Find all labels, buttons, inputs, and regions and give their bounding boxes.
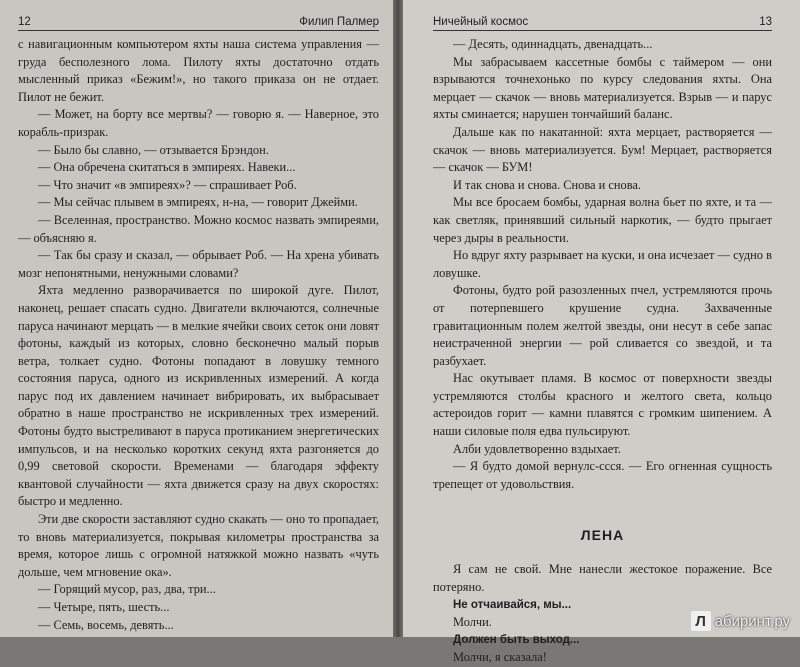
paragraph: — Семь, восемь, девять...: [38, 617, 174, 632]
paragraph: — Четыре, пять, шесть...: [38, 600, 170, 614]
paragraph: — Десять, одиннадцать, двенадцать...: [453, 37, 653, 51]
paragraph: — Горящий мусор, раз, два, три...: [38, 582, 216, 597]
paragraph: — Было бы славно, — отзывается Брэндон.: [38, 142, 269, 157]
running-title-left: Филип Палмер: [299, 16, 379, 28]
labirint-logo-icon: Л: [691, 611, 711, 631]
running-title-right: Ничейный космос: [433, 16, 529, 28]
watermark-text: абиринт.ру: [714, 612, 790, 630]
paragraph: Алби удовлетворенно вздыхает.: [453, 441, 621, 456]
page-number-right: 13: [759, 16, 772, 28]
book-spine: [393, 0, 403, 637]
paragraph: — Мы сейчас плывем в эмпиреях, н-на, — говорит Джейми.: [38, 195, 358, 210]
paragraph: Молчи.: [453, 615, 492, 630]
paragraph: Фотоны, будто рой разозленных пчел, устремляются прочь от потерпевшего крушение судна. Захваченные гравитационным полем желтой звезды, они несут в себе запас неистраченной энергии — рой сливается со звездой, и та разбухает.: [433, 283, 772, 368]
paragraph: — Вселенная, пространство. Можно космос назвать эмпиреями, — объясняю я.: [18, 212, 379, 245]
left-page-text: [18, 36, 379, 634]
paragraph: Мы забрасываем кассетные бомбы с таймером — они взрываются точнехонько по курсу следования яхты. Она мерцает — скачок — вновь материализуется. Взрыв — и парус яхты сминается; нарушен тончайший баланс.: [433, 54, 772, 122]
right-page-text: [433, 36, 772, 493]
chapter-title: ЛЕНА: [580, 527, 625, 544]
paragraph: Мы все бросаем бомбы, ударная волна бьет по яхте, и та — как светляк, принявший сильный наркотик, — будто прыгает через дыры в реальности.: [433, 195, 772, 245]
left-page-header: [18, 16, 379, 31]
paragraph: — Так бы сразу и сказал, — обрывает Роб. — На хрена убивать мозг непонятными, ненужными словами?: [18, 248, 379, 280]
paragraph: — Я будто домой вернулс-ссся. — Его огненная сущность трепещет от удовольствия.: [433, 459, 772, 491]
paragraph: Но вдруг яхту разрывает на куски, и она исчезает — судно в ловушке.: [433, 248, 772, 280]
paragraph: — Она обречена скитаться в эмпиреях. Навеки...: [38, 160, 296, 175]
paragraph: Я сам не свой. Мне нанесли жестокое поражение. Все потеряно.: [433, 562, 772, 595]
paragraph: Яхта медленно разворачивается по широкой дуге. Пилот, наконец, решает спасать судно. Двигатели включаются, солнечные паруса начинают мерцать — в мелкие ячейки своих сеток они ловят фотоны, каждый из которых, словно бесконечно малый порыв ветра, толкает судно. Фотоны попадают в ловушку темного состояния паруса, одного из искривленных измерений. А когда парус под их давлением начинает вибрировать, их выбрасывает обратно в наше пространство не искривленных трех измерений. Фотоны будто выстреливают в паруса протиканием энергетических импульсов, и на несколько коротких секунд яхта разгоняется до 0,99 световой скорости. Временами — благодаря эффекту квантовой случайности — яхта движется сразу на двух скоростях: быстро и медленно.: [18, 283, 379, 509]
labirint-watermark: [691, 611, 790, 631]
paragraph: — Может, на борту все мертвы? — говорю я. — Наверное, это корабль-призрак.: [18, 107, 379, 139]
right-page: [403, 0, 800, 665]
paragraph: Молчи, я сказала!: [453, 650, 547, 665]
paragraph: И так снова и снова. Снова и снова.: [453, 177, 641, 192]
paragraph: с навигационным компьютером яхты наша система управления — груда бесполезного лома. Пилоту яхты достаточно отдать мысленный приказ «Бежим!», но такого приказа он не отдает. Пилот не бежит.: [18, 37, 379, 104]
paragraph: Эти две скорости заставляют судно скакать — оно то пропадает, то вновь материализуется, покрывая километры пространства за время, которое лишь с огромной натяжкой можно назвать «чуть дольше, чем мгновение ока».: [18, 512, 379, 579]
paragraph: — Что значит «в эмпиреях»? — спрашивает Роб.: [38, 177, 297, 192]
paragraph: Должен быть выход...: [453, 633, 580, 646]
left-page: [0, 0, 393, 637]
page-number-left: 12: [18, 16, 31, 28]
paragraph: Дальше как по накатанной: яхта мерцает, растворяется — скачок — вновь материализуется. Бум! Мерцает, растворяется — скачок — БУМ!: [433, 124, 772, 175]
right-page-header: [433, 16, 772, 31]
paragraph: Нас окутывает пламя. В космос от поверхности звезды устремляются столбы красного и желтого света, кольцо астероидов горит — камни плавятся с громким шипением. А наши силовые поля едва пульсируют.: [433, 371, 772, 439]
paragraph: Не отчаивайся, мы...: [453, 598, 572, 611]
